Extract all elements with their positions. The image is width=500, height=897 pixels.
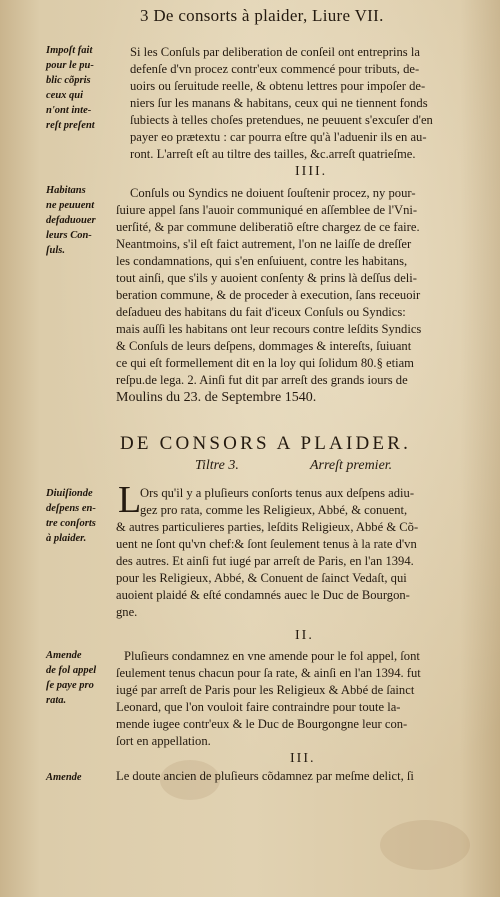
section-title: DE CONSORS A PLAIDER. xyxy=(120,433,412,454)
paragraph-5 xyxy=(116,768,490,785)
text-line: ſort en appellation. xyxy=(116,734,211,748)
text-line: tout ainſi, que s'ils y auoient conſenty & prins là deſſus deli- xyxy=(116,271,417,285)
text-line: defenſe d'vn procez contr'eux commencé pour tributs, de- xyxy=(130,62,420,76)
margin-note-line: Habitans xyxy=(46,185,86,196)
margin-note-line: de fol appel xyxy=(46,665,97,676)
running-header: 3 De consorts à plaider, Liure VII. xyxy=(140,6,384,25)
text-line: Ors qu'il y a pluſieurs conſorts tenus aux deſpens adiu- xyxy=(140,486,415,500)
text-line: payer eo prætextu : car pourra eſtre qu'à l'aduenir ils en au- xyxy=(130,130,427,144)
margin-note-line: ne peuuent xyxy=(46,200,95,211)
text-line: Conſuls ou Syndics ne doiuent ſouſtenir procez, ny pour- xyxy=(130,186,416,200)
paragraph-4 xyxy=(116,648,490,750)
paragraph-number: II. xyxy=(295,628,314,643)
text-line: & Conſuls de leurs deſpens, dommages & intereſts, ſuiuant xyxy=(116,339,412,353)
paragraph-2 xyxy=(116,185,490,406)
paragraph-number: III. xyxy=(290,751,316,766)
paragraph-number: IIII. xyxy=(295,164,328,179)
text-line: mais auſſi les habitans ont leur recours contre leſdits Syndics xyxy=(116,322,422,336)
text-line: Si les Conſuls par deliberation de conſeil ont entreprins la xyxy=(130,45,420,59)
text-line: Neantmoins, s'il eſt faict autrement, l'on ne laiſſe de dreſſer xyxy=(116,237,412,251)
margin-note-line: blic cõpris xyxy=(46,75,91,86)
margin-note-line: ceux qui xyxy=(46,90,84,101)
margin-note-line: pour le pu- xyxy=(46,60,94,71)
margin-note-line: leurs Con- xyxy=(46,230,92,241)
margin-note-line: Impoſt fait xyxy=(46,45,93,56)
margin-note-amende-2 xyxy=(46,770,118,785)
margin-note-line: tre conſorts xyxy=(46,518,96,529)
text-line: beration commune, & de proceder à execution, ſans receuoir xyxy=(116,288,421,302)
text-line: Pluſieurs condamnez en vne amende pour le fol appel, ſont xyxy=(124,649,420,663)
text-line: ſuiure appel ſans l'auoir communiqué en aſſemblee de l'Vni- xyxy=(116,203,418,217)
margin-note-line: defaduouer xyxy=(46,215,96,226)
text-line: ſubiects à telles choſes pretendues, ne peuuent s'excuſer d'en xyxy=(130,113,433,127)
margin-note-habitans xyxy=(46,183,118,258)
text-line: reſpu.de lega. 2. Ainſi fut dit par arreſt des grands iours de xyxy=(116,373,408,387)
margin-note-amende xyxy=(46,648,118,708)
text-line: ce qui eſt formellement dit en la loy qui ſolidum 80.§ etiam xyxy=(116,356,414,370)
text-line: iugé par arreſt de Paris pour les Religieux & Abbé de ſainct xyxy=(116,683,415,697)
text-line: deſadueu des habitans du fait d'iceux Conſuls ou Syndics: xyxy=(116,305,406,319)
text-line: Moulins du 23. de Septembre 1540. xyxy=(116,390,317,405)
text-line: uerſité, & par commune deliberatiõ eſtre chargez de ce faire. xyxy=(116,220,420,234)
text-line: gez pro rata, comme les Religieux, Abbé, & conuent, xyxy=(140,503,408,517)
text-line: ront. L'arreſt eſt au tiltre des tailles, &c.arreſt quatrieſme. xyxy=(130,147,416,161)
text-line: ſeulement tenus chacun pour ſa rate, & ainſi en l'an 1394. fut xyxy=(116,666,421,680)
text-line: des autres. Et ainſi fut iugé par arreſt de Paris, en l'an 1394. xyxy=(116,554,414,568)
margin-note-line: ſuls. xyxy=(46,245,65,256)
margin-note-line: rata. xyxy=(46,695,67,706)
text-line: & autres particulieres parties, leſdits Religieux, Abbé & Cõ- xyxy=(116,520,419,534)
text-line: les condamnations, qui s'en enſuiuent, contre les habitans, xyxy=(116,254,408,268)
text-line: gne. xyxy=(116,605,138,619)
margin-note-line: Amende xyxy=(46,772,82,783)
drop-cap: L xyxy=(118,479,142,521)
text-line: uoirs ou ſeruitude reelle, & obtenu lettres pour impoſer de- xyxy=(130,79,426,93)
page-stain xyxy=(380,820,470,870)
text-line: pour les Religieux, Abbé, & Conuent de ſainct Vedaſt, qui xyxy=(116,571,407,585)
subtitle-arrest: Arreſt premier. xyxy=(310,458,393,473)
margin-note-diuision xyxy=(46,486,118,546)
subtitle-tiltre: Tiltre 3. xyxy=(195,458,239,473)
text-line: auoient plaidé & eſté condamnés auec le Duc de Bourgon- xyxy=(116,588,410,602)
margin-note-line: n'ont inte- xyxy=(46,105,92,116)
margin-note-line: ſe paye pro xyxy=(46,680,94,691)
paragraph-3 xyxy=(116,485,490,621)
text-line: Le doute ancien de pluſieurs cõdamnez par meſme delict, ſi xyxy=(116,769,414,783)
text-line: mende iugee contr'eux & le Duc de Bourgongne leur con- xyxy=(116,717,408,731)
margin-note-impost xyxy=(46,43,118,133)
margin-note-line: deſpens en- xyxy=(46,503,96,514)
text-line: uent ne ſont qu'vn chef:& ſont ſeulement tenus à la rate d'vn xyxy=(116,537,417,551)
paragraph-1 xyxy=(130,44,490,163)
margin-note-line: Diuiſionde xyxy=(46,488,93,499)
text-line: Leonard, que l'on vouloit faire contraindre pour toute la- xyxy=(116,700,401,714)
margin-note-line: Amende xyxy=(46,650,82,661)
margin-note-line: à plaider. xyxy=(46,533,87,544)
text-line: niers ſur les manans & habitans, ceux qui ne tiennent fonds xyxy=(130,96,428,110)
margin-note-line: reſt preſent xyxy=(46,120,95,131)
